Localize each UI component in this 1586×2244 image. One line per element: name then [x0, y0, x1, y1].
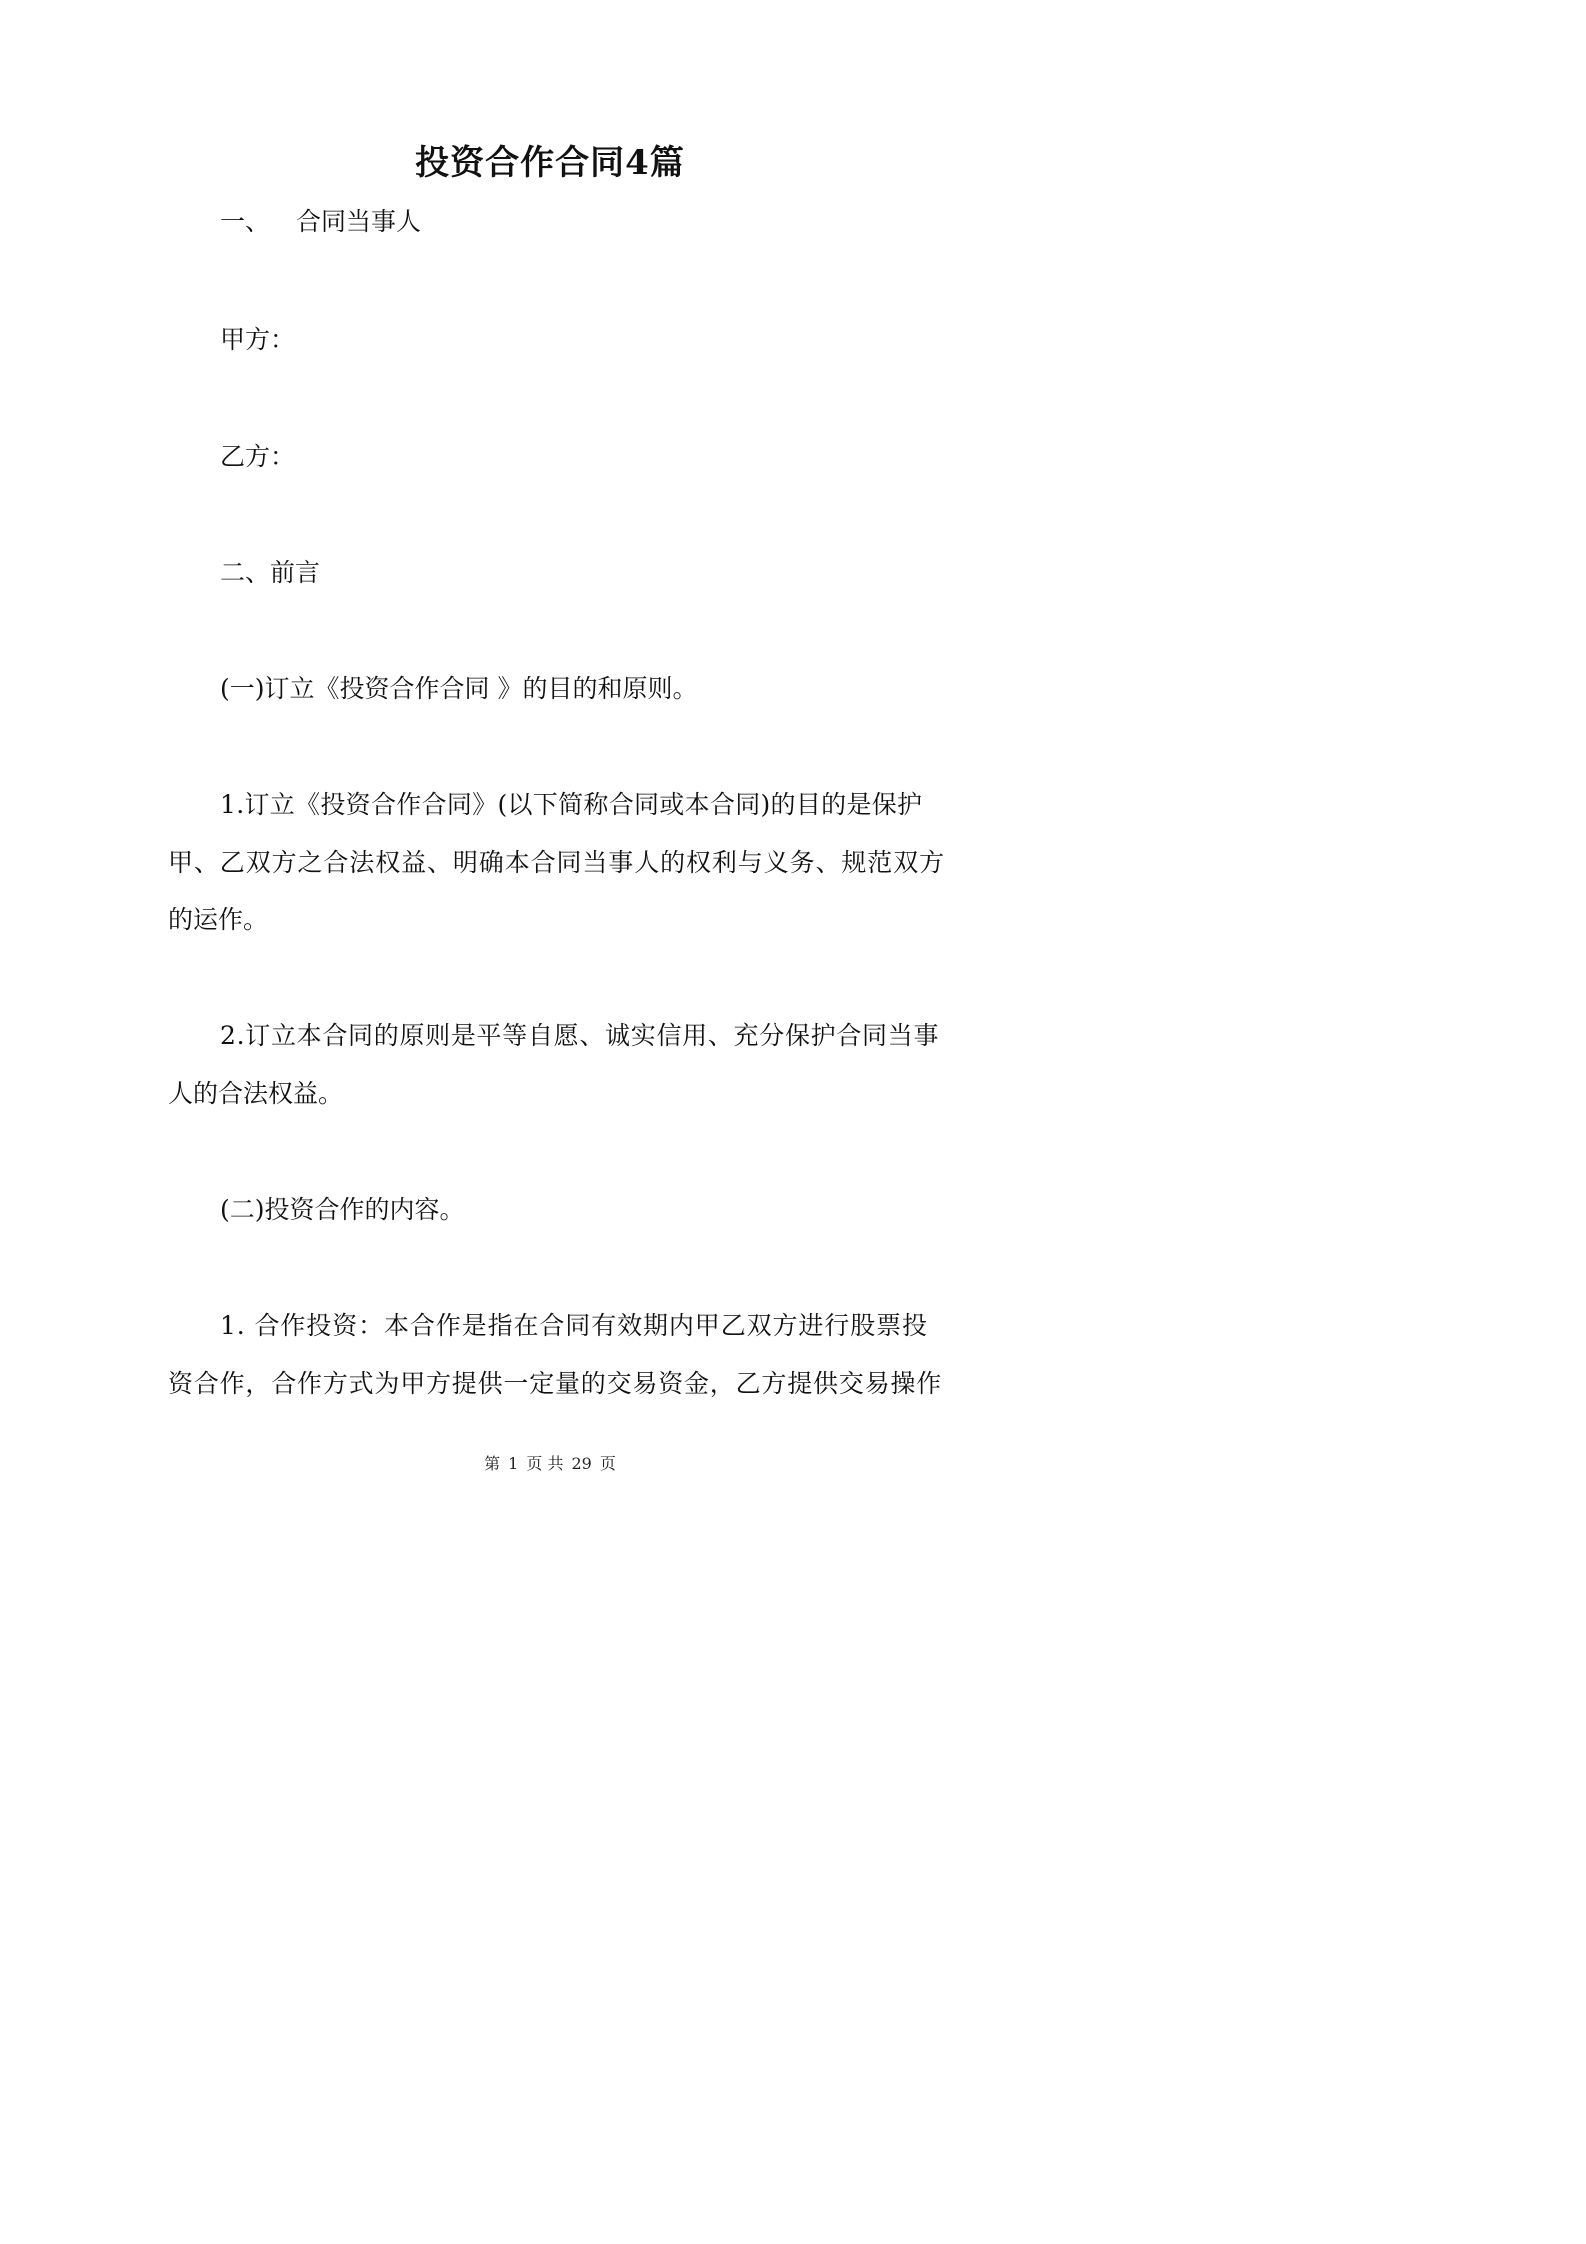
footer-mid: 页 共	[526, 1454, 564, 1473]
paragraph-line: 的运作。	[168, 905, 269, 934]
document-title: 投资合作合同4篇	[415, 143, 685, 183]
footer-total-pages: 29	[571, 1454, 592, 1473]
party-b-label: 乙方：	[220, 442, 296, 471]
footer-page-number: 1	[508, 1454, 519, 1473]
paragraph-line: 2.订立本合同的原则是平等自愿、诚实信用、充分保护合同当事	[220, 1021, 940, 1050]
footer-suffix: 页	[599, 1454, 616, 1473]
party-a-label: 甲方：	[220, 325, 296, 354]
page-footer	[0, 1452, 1100, 1476]
section-heading-preface: 二、前言	[220, 558, 321, 587]
paragraph-line: 甲、乙双方之合法权益、明确本合同当事人的权利与义务、规范双方	[168, 848, 946, 877]
subsection-heading-content: (二)投资合作的内容。	[220, 1195, 465, 1224]
paragraph-line: 资合作，合作方式为甲方提供一定量的交易资金，乙方提供交易操作	[168, 1369, 943, 1398]
paragraph-line: 1. 合作投资：本合作是指在合同有效期内甲乙双方进行股票投	[220, 1311, 928, 1340]
section-heading-parties: 一、 合同当事人	[220, 207, 421, 236]
footer-prefix: 第	[484, 1454, 501, 1473]
paragraph-line: 1.订立《投资合作合同》(以下简称合同或本合同)的目的是保护	[220, 790, 923, 819]
subsection-heading-purpose: (一)订立《投资合作合同 》的目的和原则。	[220, 674, 698, 703]
paragraph-line: 人的合法权益。	[168, 1079, 344, 1108]
